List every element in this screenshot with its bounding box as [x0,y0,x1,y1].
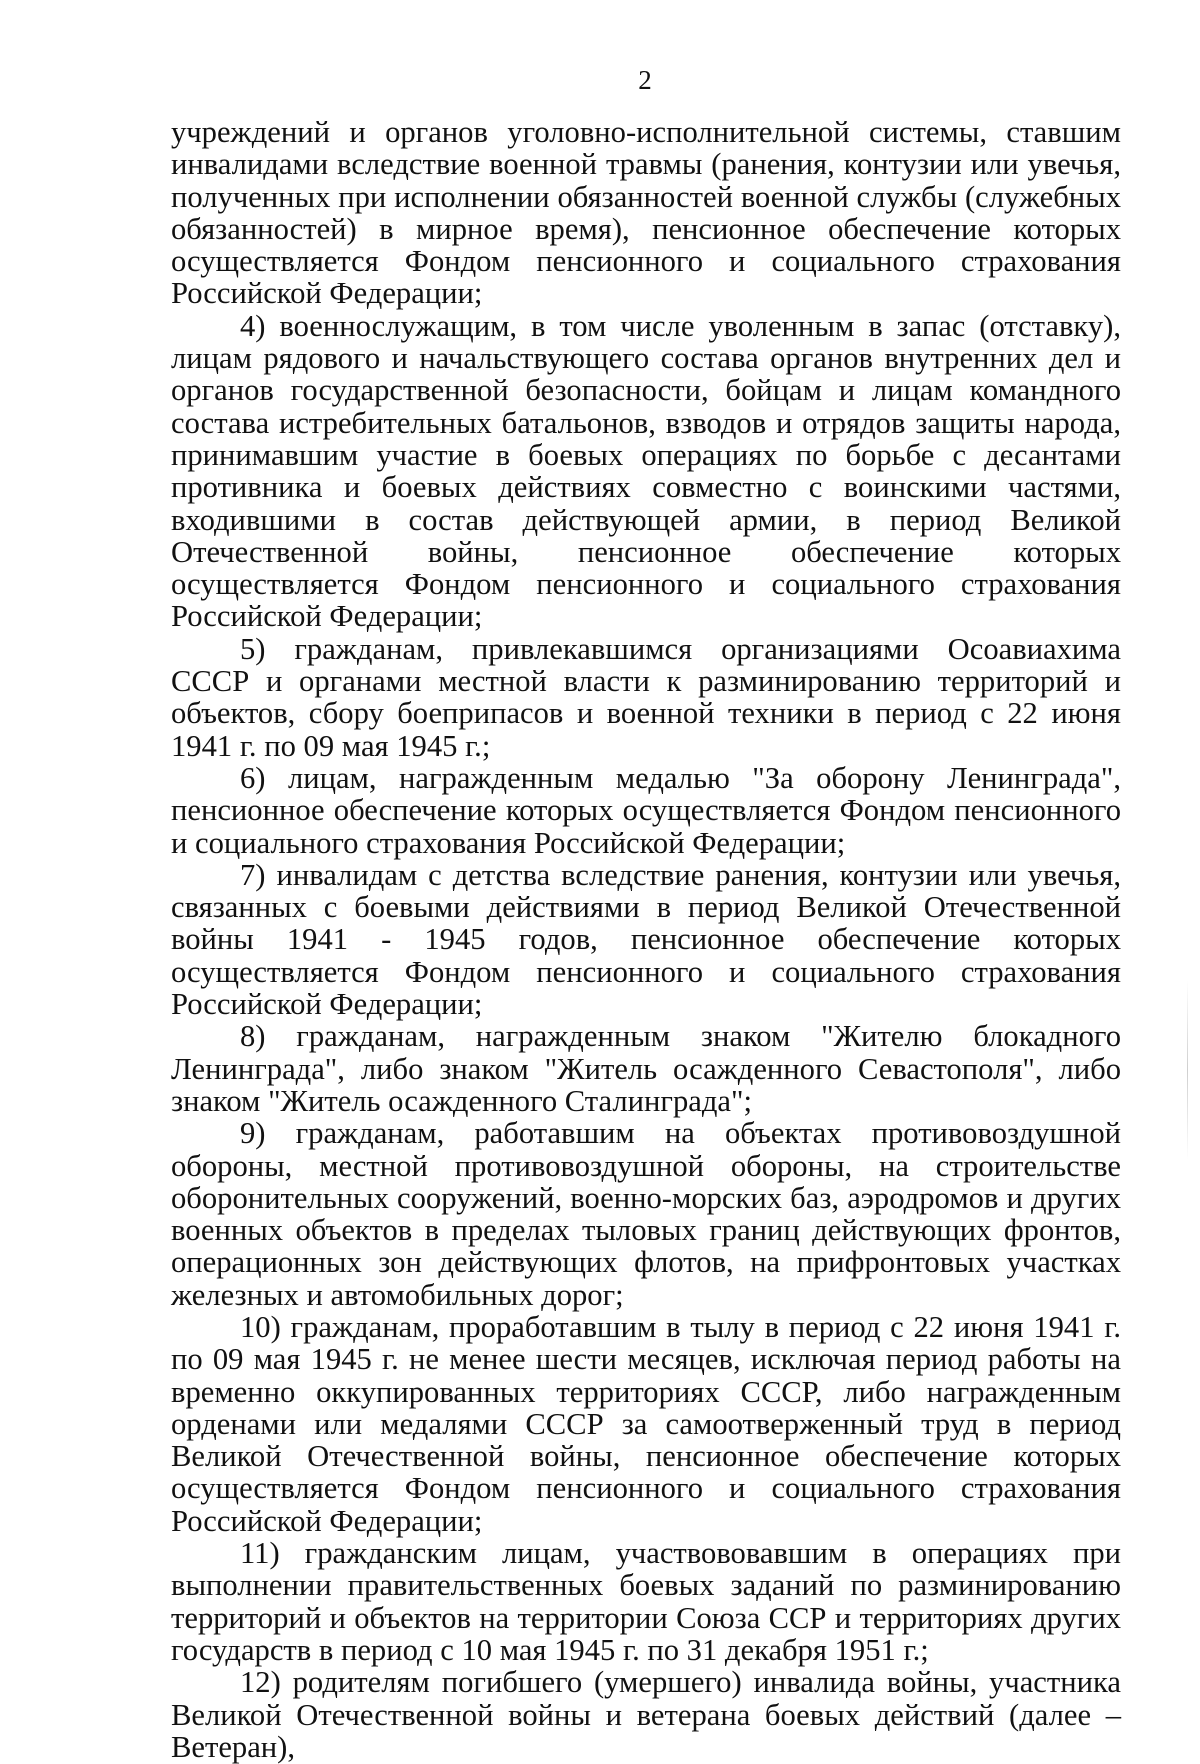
scan-edge-mark [1187,980,1188,1160]
page-number: 2 [638,65,652,95]
document-body [171,116,1121,1763]
paragraph-item-5: 5) гражданам, привлекавшимся организациями Осоавиахима СССР и органами местной власти к разминированию территорий и объектов, сбору боеприпасов и военной техники в период с 22 июня 1941 г. по 09 мая 1945 г.; [171,631,1121,763]
paragraph-item-8: 8) гражданам, награжденным знаком "Жителю блокадного Ленинграда", либо знаком "Житель осажденного Севастополя", либо знаком "Житель осажденного Сталинграда"; [171,1019,1121,1118]
paragraph-item-7: 7) инвалидам с детства вследствие ранения, контузии или увечья, связанных с боевыми действиями в период Великой Отечественной войны 1941 - 1945 годов, пенсионное обеспечение которых осуществляется Фондом пенсионного и социального страхования Российской Федерации; [171,857,1121,1022]
paragraph-item-6: 6) лицам, награжденным медалью "За оборону Ленинграда", пенсионное обеспечение которых осуществляется Фондом пенсионного и социального страхования Российской Федерации; [171,760,1121,860]
paragraph-item-11: 11) гражданским лицам, участвововавшим в операциях при выполнении правительственных боевых заданий по разминированию территорий и объектов на территории Союза ССР и территориях других государств в период с 10 мая 1945 г. по 31 декабря 1951 г.; [171,1536,1121,1667]
paragraph-item-12: 12) родителям погибшего (умершего) инвалида войны, участника Великой Отечественной войны и ветерана боевых действий (далее – Ветеран), [171,1665,1121,1764]
paragraph-item-4: 4) военнослужащим, в том числе уволенным в запас (отставку), лицам рядового и начальствующего состава органов внутренних дел и органов государственной безопасности, бойцам и лицам командного состава истребительных батальонов, взводов и отрядов защиты народа, принимавшим участие в боевых операциях по борьбе с десантами противника и боевых действиях совместно с воинскими частями, входившими в состав действующей армии, в период Великой Отечественной войны, пенсионное обеспечение которых осуществляется Фондом пенсионного и социального страхования Российской Федерации; [171,308,1121,634]
paragraph-item-10: 10) гражданам, проработавшим в тылу в период с 22 июня 1941 г. по 09 мая 1945 г. не менее шести месяцев, исключая период работы на временно оккупированных территориях СССР, либо награжденным орденами или медалями СССР за самоотверженный труд в период Великой Отечественной войны, пенсионное обеспечение которых осуществляется Фондом пенсионного и социального страхования Российской Федерации; [171,1309,1121,1538]
paragraph-item-9: 9) гражданам, работавшим на объектах противовоздушной обороны, местной противовоздушной обороны, на строительстве оборонительных сооружений, военно-морских баз, аэродромов и других военных объектов в пределах тыловых границ действующих фронтов, операционных зон действующих флотов, на прифронтовых участках железных и автомобильных дорог; [171,1116,1121,1312]
paragraph-continuation: учреждений и органов уголовно-исполнительной системы, ставшим инвалидами вследствие военной травмы (ранения, контузии или увечья, полученных при исполнении обязанностей военной службы (служебных обязанностей) в мирное время), пенсионное обеспечение которых осуществляется Фондом пенсионного и социального страхования Российской Федерации; [171,115,1121,311]
